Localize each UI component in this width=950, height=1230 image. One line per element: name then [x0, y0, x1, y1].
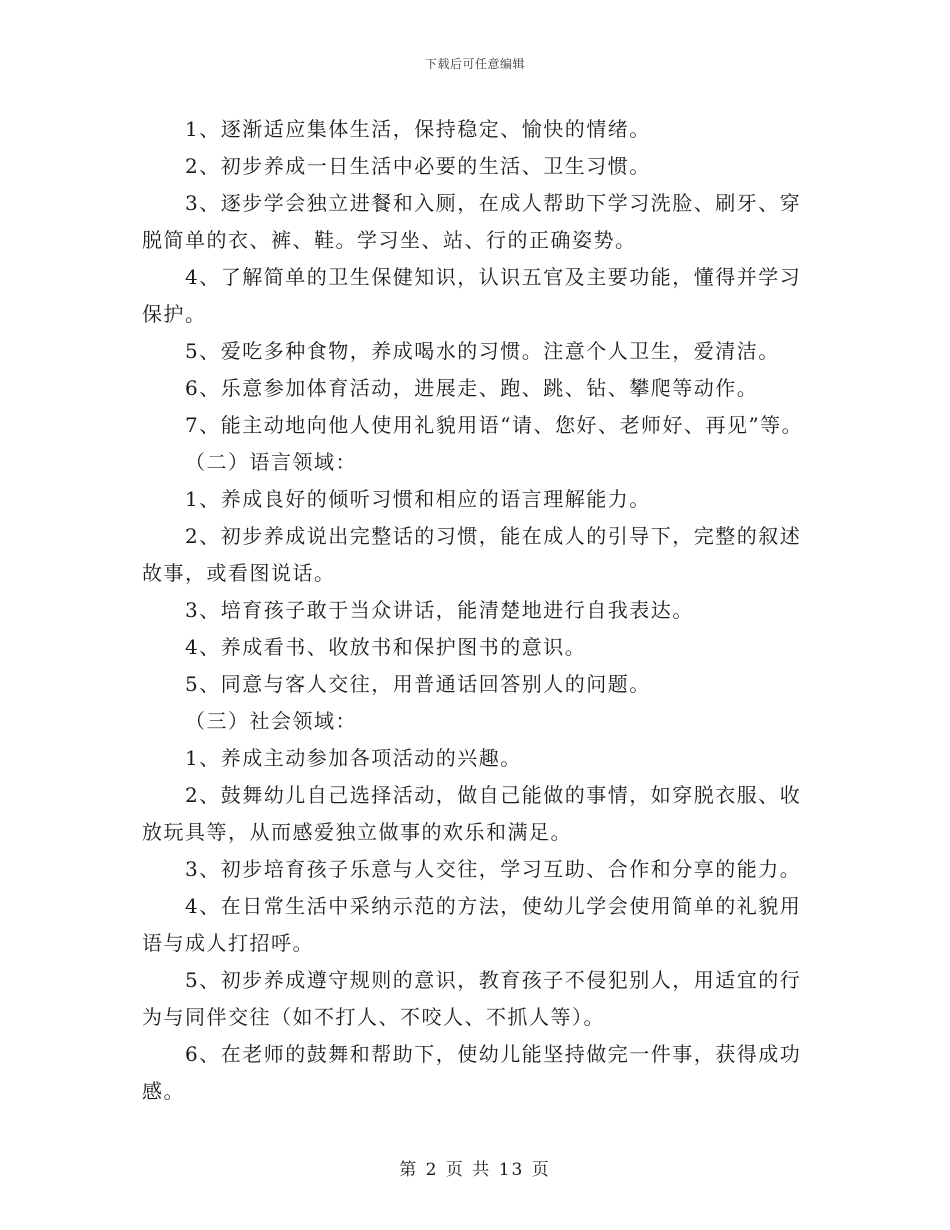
paragraph-health-2: 2、初步养成一日生活中必要的生活、卫生习惯。	[185, 154, 651, 178]
paragraph-social-6: 6、在老师的鼓舞和帮助下，使幼儿能坚持做完一件事，获得成功感。	[142, 1042, 802, 1103]
paragraph-health-5: 5、爱吃多种食物，养成喝水的习惯。注意个人卫生，爱清洁。	[185, 339, 780, 363]
paragraph-health-3: 3、逐步学会独立进餐和入厕，在成人帮助下学习洗脸、刷牙、穿脱简单的衣、裤、鞋。学习坐、站、行的正确姿势。	[142, 191, 802, 252]
paragraph-health-6: 6、乐意参加体育活动，进展走、跑、跳、钻、攀爬等动作。	[185, 376, 759, 400]
section-heading-social: （三）社会领域：	[185, 709, 357, 733]
paragraph-social-2: 2、鼓舞幼儿自己选择活动，做自己能做的事情，如穿脱衣服、收放玩具等，从而感爱独立做事的欢乐和满足。	[142, 783, 802, 844]
paragraph-social-3: 3、初步培育孩子乐意与人交往，学习互助、合作和分享的能力。	[185, 857, 802, 881]
paragraph-language-4: 4、养成看书、收放书和保护图书的意识。	[185, 635, 587, 659]
section-heading-language: （二）语言领域：	[185, 450, 357, 474]
paragraph-language-2: 2、初步养成说出完整话的习惯，能在成人的引导下，完整的叙述故事，或看图说话。	[142, 524, 802, 585]
paragraph-social-1: 1、养成主动参加各项活动的兴趣。	[185, 746, 522, 770]
paragraph-language-5: 5、同意与客人交往，用普通话回答别人的问题。	[185, 672, 651, 696]
paragraph-language-1: 1、养成良好的倾听习惯和相应的语言理解能力。	[185, 487, 651, 511]
paragraph-language-3: 3、培育孩子敢于当众讲话，能清楚地进行自我表达。	[185, 598, 694, 622]
paragraph-social-4: 4、在日常生活中采纳示范的方法，使幼儿学会使用简单的礼貌用语与成人打招呼。	[142, 894, 802, 955]
page-footer: 第 2 页 共 13 页	[399, 1160, 551, 1180]
paragraph-health-1: 1、逐渐适应集体生活，保持稳定、愉快的情绪。	[185, 117, 651, 141]
paragraph-health-4: 4、了解简单的卫生保健知识，认识五官及主要功能，懂得并学习保护。	[142, 265, 802, 326]
page-header: 下载后可任意编辑	[424, 57, 525, 71]
paragraph-social-5: 5、初步养成遵守规则的意识，教育孩子不侵犯别人，用适宜的行为与同伴交往（如不打人、不咬人、不抓人等）。	[142, 968, 802, 1029]
document-body	[142, 111, 812, 1110]
paragraph-health-7: 7、能主动地向他人使用礼貌用语“请、您好、老师好、再见”等。	[185, 413, 804, 437]
